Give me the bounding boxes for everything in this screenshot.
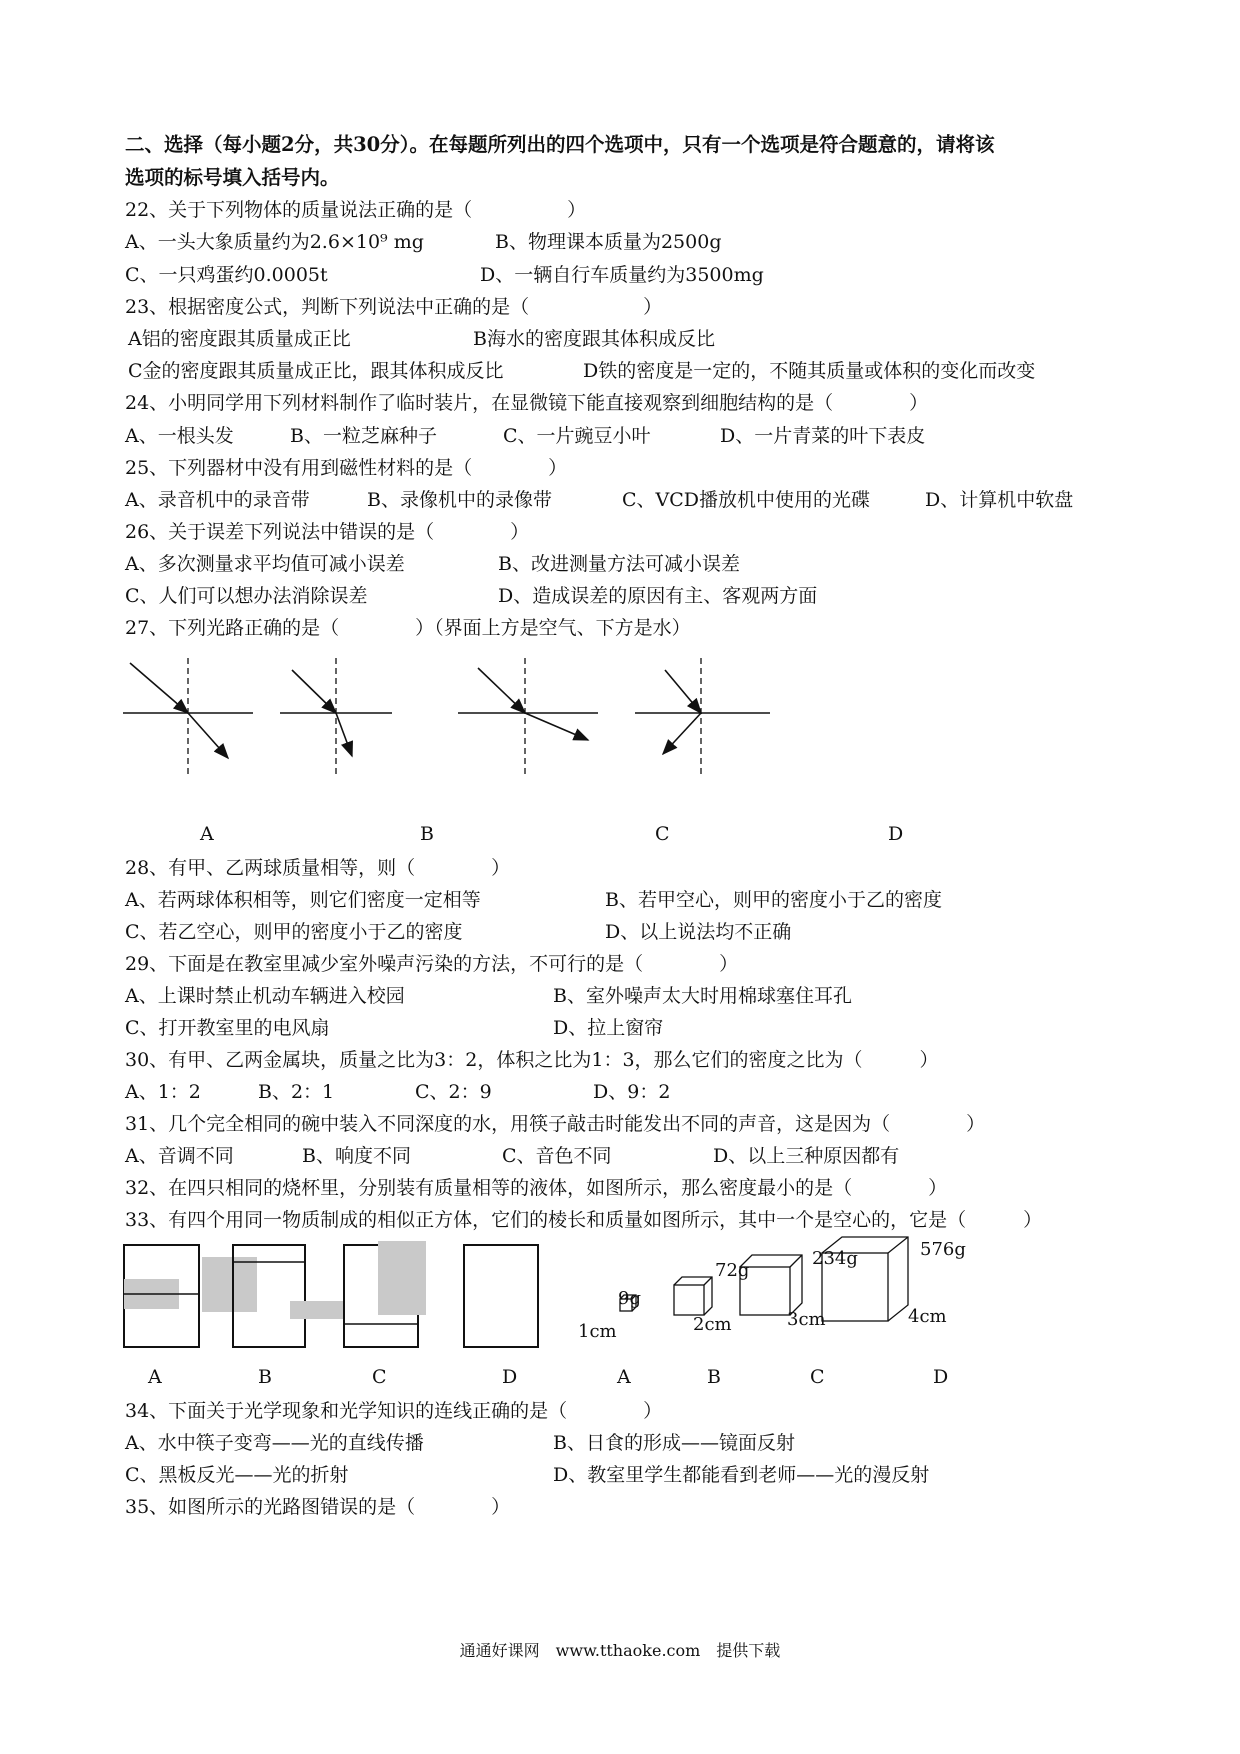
question-22-option-b: B、物理课本质量为2500g: [495, 231, 722, 253]
question-27-stem: 27、下列光路正确的是（ ）（界面上方是空气、下方是水）: [125, 617, 691, 639]
question-24-option-c: C、一片豌豆小叶: [503, 425, 651, 447]
beaker-label-c: C: [372, 1366, 387, 1388]
beaker-label-d: D: [502, 1366, 518, 1388]
light-path-label-a: A: [200, 823, 214, 845]
question-28-option-c: C、若乙空心，则甲的密度小于乙的密度: [125, 921, 463, 943]
cube-a-mass: 9g: [618, 1288, 641, 1309]
question-28-option-a: A、若两球体积相等，则它们密度一定相等: [125, 889, 481, 911]
cube-d-mass: 576g: [920, 1239, 966, 1260]
beaker-a: [124, 1245, 199, 1347]
question-30-stem: 30、有甲、乙两金属块，质量之比为3：2，体积之比为1：3，那么它们的密度之比为（ ）: [125, 1049, 939, 1071]
question-23-option-a: A铝的密度跟其质量成正比: [128, 328, 351, 350]
question-29-option-b: B、室外噪声太大时用棉球塞住耳孔: [553, 985, 852, 1007]
cube-b: [674, 1277, 712, 1315]
question-28-option-d: D、以上说法均不正确: [605, 921, 792, 943]
page-footer: 通通好课网 www.tthaoke.com 提供下载: [459, 1641, 781, 1660]
question-31-option-d: D、以上三种原因都有: [713, 1145, 900, 1167]
light-path-diagrams: [120, 658, 900, 783]
light-path-c: [458, 658, 598, 778]
cube-label-b: B: [707, 1366, 721, 1388]
question-32-stem: 32、在四只相同的烧杯里，分别装有质量相等的液体，如图所示，那么密度最小的是（ ）: [125, 1177, 948, 1199]
question-34-option-c: C、黑板反光——光的折射: [125, 1464, 349, 1486]
question-22-option-d: D、一辆自行车质量约为3500mg: [480, 264, 764, 286]
question-26-option-c: C、人们可以想办法消除误差: [125, 585, 368, 607]
question-23-stem: 23、根据密度公式，判断下列说法中正确的是（ ）: [125, 296, 663, 318]
question-35-stem: 35、如图所示的光路图错误的是（ ）: [125, 1496, 511, 1518]
cube-label-a: A: [617, 1366, 631, 1388]
question-33-stem: 33、有四个用同一物质制成的相似正方体，它们的棱长和质量如图所示，其中一个是空心的，它是（ ）: [125, 1209, 1043, 1231]
question-31-option-a: A、音调不同: [125, 1145, 234, 1167]
question-23-option-d: D铁的密度是一定的，不随其质量或体积的变化而改变: [583, 360, 1036, 382]
question-23-option-b: B海水的密度跟其体积成反比: [473, 328, 715, 350]
cube-a-edge: 1cm: [578, 1321, 617, 1342]
question-25-option-a: A、录音机中的录音带: [125, 489, 310, 511]
question-29-option-a: A、上课时禁止机动车辆进入校园: [125, 985, 405, 1007]
light-path-label-b: B: [420, 823, 434, 845]
beaker-c: [290, 1241, 426, 1347]
beaker-b: [202, 1245, 305, 1347]
question-31-option-b: B、响度不同: [302, 1145, 411, 1167]
cube-b-edge: 2cm: [693, 1314, 732, 1335]
question-26-option-b: B、改进测量方法可减小误差: [498, 553, 740, 575]
question-30-option-b: B、2：1: [258, 1081, 335, 1103]
section-heading-line2: 选项的标号填入括号内。: [125, 166, 340, 189]
question-24-option-a: A、一根头发: [125, 425, 234, 447]
light-path-a: [123, 658, 253, 778]
cube-label-c: C: [810, 1366, 825, 1388]
question-29-stem: 29、下面是在教室里减少室外噪声污染的方法，不可行的是（ ）: [125, 953, 739, 975]
question-29-option-c: C、打开教室里的电风扇: [125, 1017, 330, 1039]
question-31-stem: 31、几个完全相同的碗中装入不同深度的水，用筷子敲击时能发出不同的声音，这是因为（ ）: [125, 1113, 986, 1135]
beaker-label-a: A: [148, 1366, 162, 1388]
question-34-option-b: B、日食的形成——镜面反射: [553, 1432, 795, 1454]
question-34-option-d: D、教室里学生都能看到老师——光的漫反射: [553, 1464, 930, 1486]
light-path-label-c: C: [655, 823, 670, 845]
question-22-option-c: C、一只鸡蛋约0.0005t: [125, 264, 328, 286]
beaker-label-b: B: [258, 1366, 272, 1388]
question-23-option-c: C金的密度跟其质量成正比，跟其体积成反比: [128, 360, 504, 382]
question-30-option-d: D、9：2: [593, 1081, 671, 1103]
question-28-option-b: B、若甲空心，则甲的密度小于乙的密度: [605, 889, 942, 911]
cube-label-d: D: [933, 1366, 949, 1388]
question-22-option-a: A、一头大象质量约为2.6×10⁹ mg: [125, 231, 424, 253]
beaker-d: [464, 1245, 538, 1347]
cube-d-edge: 4cm: [908, 1306, 947, 1327]
question-31-option-c: C、音色不同: [502, 1145, 612, 1167]
question-28-stem: 28、有甲、乙两球质量相等，则（ ）: [125, 857, 511, 879]
question-24-stem: 24、小明同学用下列材料制作了临时装片，在显微镜下能直接观察到细胞结构的是（ ）: [125, 392, 929, 414]
question-29-option-d: D、拉上窗帘: [553, 1017, 664, 1039]
cube-b-mass: 72g: [715, 1260, 750, 1281]
light-path-b: [280, 658, 392, 778]
cube-c-edge: 3cm: [787, 1309, 826, 1330]
question-26-option-a: A、多次测量求平均值可减小误差: [125, 553, 405, 575]
section-heading-line1: 二、选择（每小题2分，共30分）。在每题所列出的四个选项中，只有一个选项是符合题意的，请将该: [125, 133, 995, 156]
question-26-stem: 26、关于误差下列说法中错误的是（ ）: [125, 521, 530, 543]
question-25-option-c: C、VCD播放机中使用的光碟: [622, 489, 871, 511]
question-30-option-a: A、1：2: [125, 1081, 201, 1103]
question-30-option-c: C、2：9: [415, 1081, 492, 1103]
question-25-stem: 25、下列器材中没有用到磁性材料的是（ ）: [125, 457, 568, 479]
light-path-label-d: D: [888, 823, 904, 845]
beakers-figure: [120, 1237, 550, 1357]
light-path-d: [635, 658, 770, 778]
question-25-option-d: D、计算机中软盘: [925, 489, 1074, 511]
question-24-option-d: D、一片青菜的叶下表皮: [720, 425, 926, 447]
question-34-option-a: A、水中筷子变弯——光的直线传播: [125, 1432, 424, 1454]
question-26-option-d: D、造成误差的原因有主、客观两方面: [498, 585, 818, 607]
question-34-stem: 34、下面关于光学现象和光学知识的连线正确的是（ ）: [125, 1400, 663, 1422]
question-22-stem: 22、关于下列物体的质量说法正确的是（ ）: [125, 199, 587, 221]
question-25-option-b: B、录像机中的录像带: [367, 489, 552, 511]
question-24-option-b: B、一粒芝麻种子: [290, 425, 437, 447]
cube-c-mass: 234g: [812, 1248, 858, 1269]
